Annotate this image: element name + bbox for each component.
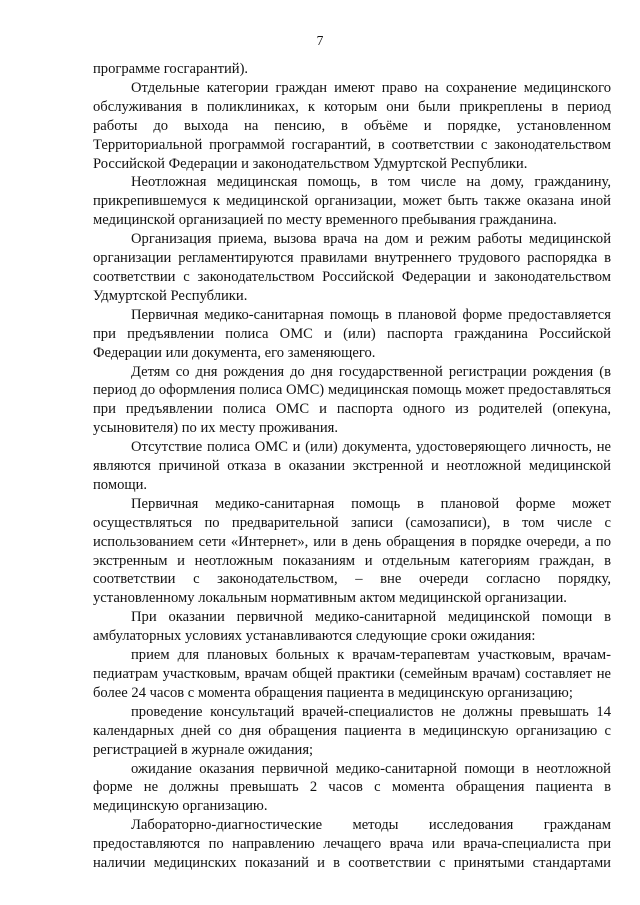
paragraph-13: Лабораторно-диагностические методы исследования гражданам предоставляются по направлению лечащего врача или врача-специалиста при наличии медицинских показаний и в соответствии с принятыми стандартами [93,817,611,872]
paragraph-5: Первичная медико-санитарная помощь в плановой форме предоставляется при предъявлении полиса ОМС и (или) паспорта гражданина Российской Федерации или документа, его заменяющего. [93,306,611,361]
paragraph-11: проведение консультаций врачей-специалистов не должны превышать 14 календарных дней со дня обращения пациента в медицинскую организацию с регистрацией в журнале ожидания; [93,703,611,758]
paragraph-8: Первичная медико-санитарная помощь в плановой форме может осуществляться по предварительной записи (самозаписи), в том числе с использованием сети «Интернет», или в день обращения в порядке очереди, а по экстренным и неотложным показаниям и отдельным категориям граждан, в соответствии с законодательством, – вне очереди согласно порядку, установленному локальным нормативным актом медицинской организации. [93,495,611,607]
paragraph-7: Отсутствие полиса ОМС и (или) документа, удостоверяющего личность, не являются причиной отказа в оказании экстренной и неотложной медицинской помощи. [93,439,611,493]
paragraph-2: Отдельные категории граждан имеют право на сохранение медицинского обслуживания в поликлиниках, к которым они были прикреплены в период работы до выхода на пенсию, в объёме и порядке, установленном Территориальной программой госгарантий, в соответствии с законодательством Российской Федерации и законодательством Удмуртской Республики. [93,79,611,172]
paragraph-4: Организация приема, вызова врача на дом и режим работы медицинской организации регламентируются правилами внутреннего трудового распорядка в соответствии с законодательством Российской Федерации и законодательством Удмуртской Республики. [93,231,611,304]
paragraph-10: прием для плановых больных к врачам-терапевтам участковым, врачам-педиатрам участковым, врачам общей практики (семейным врачам) составляет не более 24 часов с момента обращения пациента в медицинскую организацию; [93,647,611,701]
paragraph-3: Неотложная медицинская помощь, в том числе на дому, гражданину, прикрепившемуся к медицинской организации, может быть также оказана иной медицинской организацией по месту временного пребывания гражданина. [93,174,611,229]
document-body [93,60,611,873]
paragraph-12: ожидание оказания первичной медико-санитарной помощи в неотложной форме не должны превышать 2 часов с момента обращения пациента в медицинскую организацию. [93,760,611,815]
page-number: 7 [316,33,324,48]
paragraph-9: При оказании первичной медико-санитарной медицинской помощи в амбулаторных условиях устанавливаются следующие сроки ожидания: [93,609,611,645]
paragraph-6: Детям со дня рождения до дня государственной регистрации рождения (в период до оформления полиса ОМС) медицинская помощь может предоставляться при предъявлении полиса ОМС и паспорта одного из родителей (опекуна, усыновителя) по их месту проживания. [93,363,611,437]
paragraph-1: программе госгарантий). [93,61,249,77]
